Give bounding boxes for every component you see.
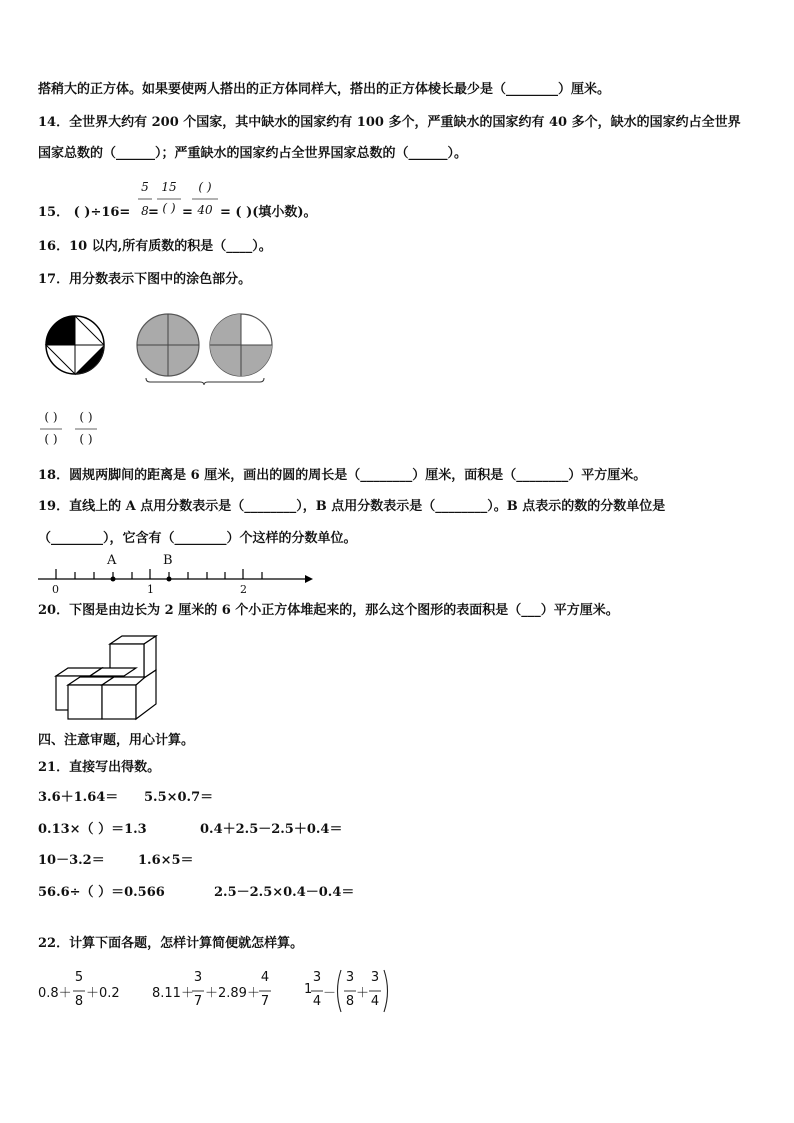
q17-circle-3: [210, 314, 272, 376]
q21-title: 21．直接写出得数。: [38, 760, 161, 775]
q22-e2-num2: 4: [260, 970, 270, 985]
q15-eq1: =: [148, 205, 159, 220]
q15-frac3-den: 40: [197, 203, 213, 217]
q17-line: 17．用分数表示下图中的涂色部分。: [38, 272, 252, 287]
q19-label-b: B: [163, 553, 173, 568]
q22-fraction-bars: [0, 962, 794, 1022]
q22-e3-den2: 4: [370, 994, 380, 1009]
q15-frac3-num: ( ): [198, 180, 212, 194]
q20-line: 20．下图是由边长为 2 厘米的 6 个小正方体堆起来的，那么这个图形的表面积是（___）平方厘米。: [38, 603, 619, 618]
q17-frac2-num[interactable]: ( ): [79, 410, 93, 424]
q15-frac2-den: ( ): [162, 201, 176, 215]
q15-eq2: =: [182, 205, 193, 220]
q19-number-line: [30, 552, 330, 597]
q22-e3-num2: 3: [370, 970, 380, 985]
q22-e3-num: 3: [312, 970, 322, 985]
q17-circles-figure: [38, 308, 338, 398]
q19-line2: （________），它含有（________）个这样的分数单位。: [38, 531, 357, 546]
q21-r2b: 0.4＋2.5－2.5＋0.4＝: [200, 822, 343, 837]
q22-e3-den: 4: [312, 994, 322, 1009]
q19-label-a: A: [107, 553, 117, 568]
q17-frac1-num[interactable]: ( ): [44, 410, 58, 424]
q21-r2a: 0.13×（ ）＝1.3: [38, 822, 147, 837]
q21-r4a: 56.6÷（ ）＝0.566: [38, 885, 165, 900]
q15-frac1-num: 5: [141, 180, 149, 194]
q22-e1b: ＋0.2: [86, 986, 120, 1001]
q17-fraction-bars: [0, 428, 120, 432]
q15-line: 15． ( )÷16=: [38, 205, 131, 220]
q21-r3a: 10－3.2＝: [38, 853, 105, 868]
q15-frac2-num: 15: [161, 180, 177, 194]
q22-e3-minus: －: [323, 986, 337, 1001]
q22-e1-den: 8: [74, 994, 84, 1009]
q16-line: 16．10 以内,所有质数的积是（____）。: [38, 239, 272, 254]
q17-frac1-den[interactable]: ( ): [44, 432, 58, 446]
q13-line: 搭稍大的正方体。如果要使两人搭出的正方体同样大，搭出的正方体棱长最少是（________）厘米。: [38, 82, 611, 97]
q19-tick-2: 2: [240, 583, 247, 596]
q15-frac1-den: 8: [141, 204, 149, 218]
q18-line: 18．圆规两脚间的距离是 6 厘米，画出的圆的周长是（________）厘米，面积是（________）平方厘米。: [38, 468, 647, 483]
section4-title: 四、注意审题，用心计算。: [38, 733, 195, 748]
q22-e3-plus: ＋: [356, 986, 370, 1001]
q22-e3-whole: 1: [304, 982, 313, 997]
q21-r4b: 2.5－2.5×0.4－0.4＝: [214, 885, 355, 900]
q17-frac2-den[interactable]: ( ): [79, 432, 93, 446]
q21-r1b: 5.5×0.7＝: [144, 790, 214, 805]
q19-tick-0: 0: [52, 583, 59, 596]
q21-r1a: 3.6＋1.64＝: [38, 790, 119, 805]
q15-fraction-bars: [0, 185, 794, 225]
q19-line1: 19．直线上的 A 点用分数表示是（________），B 点用分数表示是（________）。B 点表示的数的分数单位是: [38, 499, 666, 514]
q22-e2b: ＋2.89＋: [205, 986, 260, 1001]
q22-e1a: 0.8＋: [38, 986, 72, 1001]
q22-e2-den2: 7: [260, 994, 270, 1009]
q22-e2a: 8.11＋: [152, 986, 194, 1001]
q22-e2-den1: 7: [193, 994, 203, 1009]
q14-line2: 国家总数的（______）；严重缺水的国家约占全世界国家总数的（______）。: [38, 146, 468, 161]
q17-circle-2: [137, 314, 199, 376]
q20-cube-figure: [40, 632, 170, 732]
q22-e3-num1: 3: [345, 970, 355, 985]
q15-tail: = ( )(填小数)。: [220, 205, 317, 220]
q19-tick-1: 1: [147, 583, 154, 596]
q21-r3b: 1.6×5＝: [138, 853, 194, 868]
q22-e1-num: 5: [74, 970, 84, 985]
q22-e3-den1: 8: [345, 994, 355, 1009]
q22-e2-num1: 3: [193, 970, 203, 985]
q14-line1: 14．全世界大约有 200 个国家，其中缺水的国家约有 100 多个，严重缺水的国家约有 40 多个，缺水的国家约占全世界: [38, 115, 741, 130]
q22-title: 22．计算下面各题，怎样计算简便就怎样算。: [38, 936, 304, 951]
q17-circle-1: [46, 316, 104, 374]
